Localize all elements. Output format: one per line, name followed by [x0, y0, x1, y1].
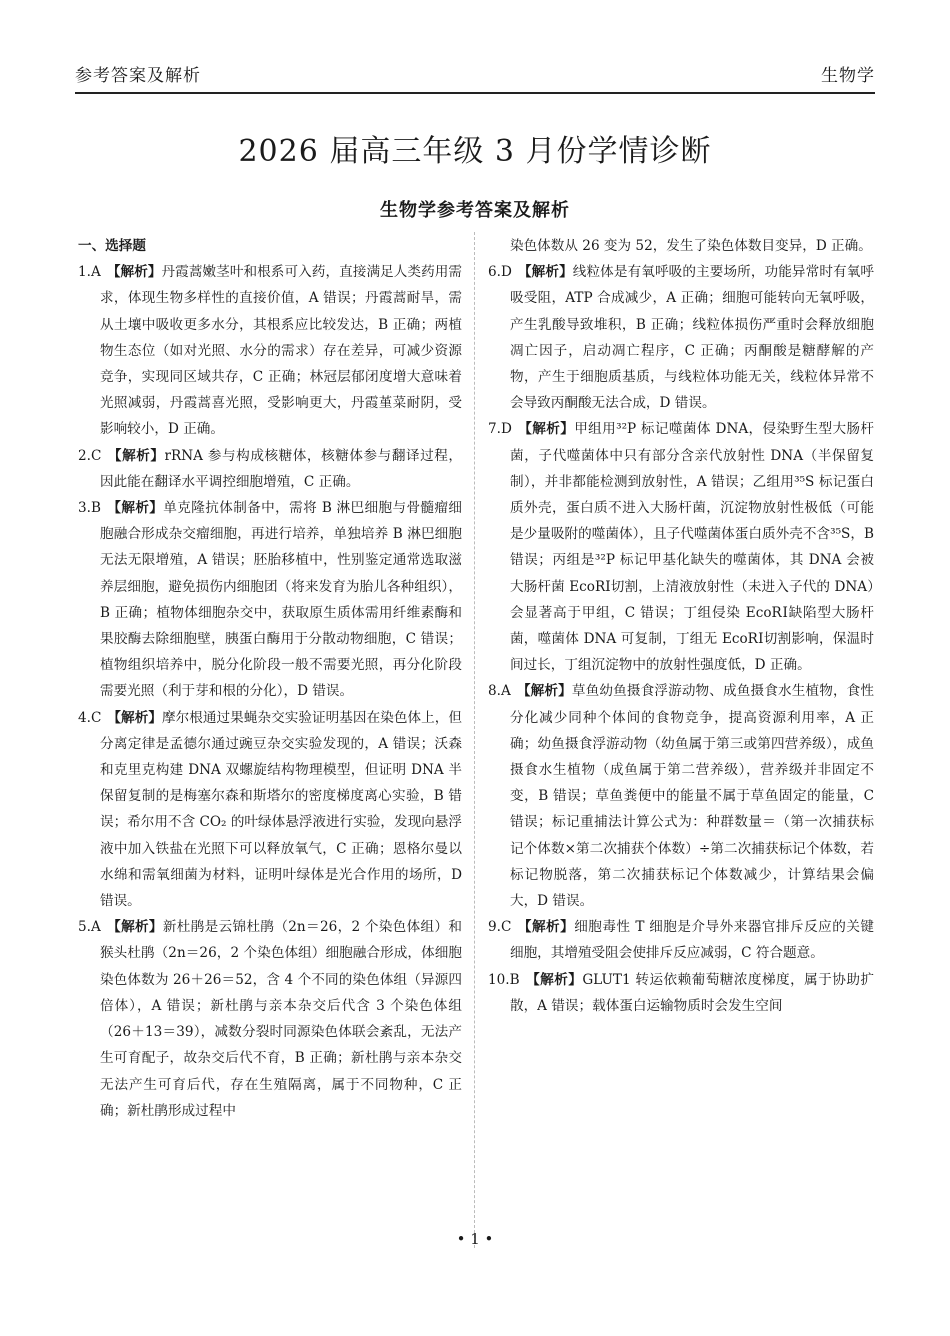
section-heading: 一、选择题 — [78, 238, 146, 254]
analysis-text: GLUT1 转运依赖葡萄糖浓度梯度，属于协助扩散，A 错误；载体蛋白运输物质时会发生空间 — [510, 971, 875, 1014]
answer-item — [488, 914, 874, 966]
analysis-tag: 【解析】 — [516, 683, 572, 700]
analysis-text: rRNA 参与构成核糖体，核糖体参与翻译过程，因此能在翻译水平调控细胞增殖，C 正确。 — [100, 447, 463, 490]
analysis-text: 细胞毒性 T 细胞是介导外来器官排斥反应的关键细胞，其增殖受阻会使排斥反应减弱，C 符合题意。 — [510, 919, 874, 962]
left-column — [78, 233, 462, 1124]
analysis-text: 线粒体是有氧呼吸的主要场所，功能异常时有氧呼吸受阻，ATP 合成减少，A 正确；细胞可能转向无氧呼吸，产生乳酸导致堆积，B 正确；线粒体损伤严重时会释放细胞凋亡因子，启动凋亡程序，C 正确；丙酮酸是糖酵解的产物，产生于细胞质基质，与线粒体功能无关，线粒体异常不会导致丙酮酸无法合成，D 错误。 — [510, 264, 875, 412]
answer-number: 2.C — [78, 447, 102, 464]
analysis-tag: 【解析】 — [517, 264, 573, 281]
answer-item — [78, 443, 463, 495]
analysis-tag: 【解析】 — [107, 709, 162, 726]
analysis-text: 丹霞蒿嫩茎叶和根系可入药，直接满足人类药用需求，体现生物多样性的直接价值，A 错误；丹霞蒿耐旱，需从土壤中吸收更多水分，其根系应比较发达，B 正确；两植物生态位（如对光照、水分的需求）存在差异，可减少资源竞争，实现同区域共存，C 正确；林冠层郁闭度增大意味着光照减弱，丹霞蒿喜光照，受影响更大，丹霞堇菜耐阴，受影响较小，D 正确。 — [100, 264, 463, 438]
analysis-tag: 【解析】 — [106, 500, 164, 517]
answer-number: 9.C — [488, 919, 512, 936]
answer-item — [78, 705, 463, 915]
analysis-tag: 【解析】 — [107, 447, 165, 464]
answer-item — [78, 259, 463, 442]
answer-number: 6.D — [488, 264, 512, 281]
answer-number: 10.B — [488, 971, 520, 988]
analysis-text: 草鱼幼鱼摄食浮游动物、成鱼摄食水生植物，食性分化减少同种个体间的食物竞争，提高资源利用率，A 正确；幼鱼摄食浮游动物（幼鱼属于第三或第四营养级），成鱼摄食水生植物（成鱼属于第二营养级），营养级并非固定不变，B 错误；草鱼粪便中的能量不属于草鱼固定的能量，C 错误；标记重捕法计算公式为：种群数量＝（第一次捕获标记个体数×第二次捕获个体数）÷第二次捕获标记个体数，若标记物脱落，第二次捕获标记个体数减少，计算结果会偏大，D 错误。 — [510, 683, 875, 910]
analysis-tag: 【解析】 — [517, 919, 575, 936]
column-divider — [474, 232, 475, 1248]
page-header — [75, 56, 875, 94]
answer-item — [488, 967, 875, 1019]
header-left: 参考答案及解析 — [75, 66, 201, 86]
analysis-text: 摩尔根通过果蝇杂交实验证明基因在染色体上，但分离定律是孟德尔通过豌豆杂交实验发现的，A 错误；沃森和克里克构建 DNA 双螺旋结构物理模型，但证明 DNA 半保留复制的是梅塞尔森和斯塔尔的密度梯度离心实验，B 错误；希尔用不含 CO₂ 的叶绿体悬浮液进行实验，发现向悬浮液中加入铁盐在光照下可以释放氧气，C 正确；恩格尔曼以水绵和需氧细菌为材料，证明叶绿体是光合作用的场所，D 错误。 — [100, 709, 463, 910]
analysis-tag: 【解析】 — [517, 421, 575, 438]
header-right: 生物学 — [821, 66, 875, 86]
right-column — [488, 233, 874, 1019]
analysis-text: 单克隆抗体制备中，需将 B 淋巴细胞与骨髓瘤细胞融合形成杂交瘤细胞，再进行培养，单独培养 B 淋巴细胞无法无限增殖，A 错误；胚胎移植中，性别鉴定通常选取滋养层细胞，避免损伤内细胞团（将来发育为胎儿各种组织），B 正确；植物体细胞杂交中，获取原生质体需用纤维素酶和果胶酶去除细胞壁，胰蛋白酶用于分散动物细胞，C 错误；植物组织培养中，脱分化阶段一般不需要光照，再分化阶段需要光照（利于芽和根的分化），D 错误。 — [100, 500, 462, 700]
continued-text: 染色体数从 26 变为 52，发生了染色体数目变异，D 正确。 — [510, 238, 872, 254]
analysis-tag: 【解析】 — [106, 919, 163, 936]
answer-number: 3.B — [78, 500, 101, 517]
analysis-text: 新杜鹃是云锦杜鹃（2n＝26，2 个染色体组）和猴头杜鹃（2n＝26，2 个染色体组）细胞融合形成，体细胞染色体数为 26＋26＝52，含 4 个不同的染色体组（异源四倍体），A 错误；新杜鹃与亲本杂交后代含 3 个染色体组（26＋13＝39），减数分裂时同源染色体联会紊乱，无法产生可育配子，故杂交后代不育，B 正确；新杜鹃与亲本杂交无法产生可育后代，存在生殖隔离，属于不同物种，C 正确；新杜鹃形成过程中 — [100, 919, 463, 1119]
page-number: • 1 • — [456, 1230, 494, 1248]
analysis-tag: 【解析】 — [106, 264, 162, 281]
answer-item — [78, 495, 462, 705]
answer-number: 5.A — [78, 919, 101, 936]
answer-item — [488, 416, 875, 678]
answer-item — [78, 914, 463, 1124]
page-subtitle: 生物学参考答案及解析 — [380, 200, 570, 221]
analysis-text: 甲组用³²P 标记噬菌体 DNA，侵染野生型大肠杆菌，子代噬菌体中只有部分含亲代放射性 DNA（半保留复制），并非都能检测到放射性，A 错误；乙组用³⁵S 标记蛋白质外壳，蛋白质不进入大肠杆菌，沉淀物放射性极低（可能是少量吸附的噬菌体），且子代噬菌体蛋白质外壳不含³⁵S，B 错误；丙组是³²P 标记甲基化缺失的噬菌体，其 DNA 会被大肠杆菌 EcoRⅠ切割，上清液放射性（未进入子代的 DNA）会显著高于甲组，C 错误；丁组侵染 EcoRⅠ缺陷型大肠杆菌，噬菌体 DNA 可复制，丁组无 EcoRⅠ切割影响，保温时间过长，丁组沉淀物中的放射性强度低，D 正确。 — [510, 421, 875, 674]
page-title: 2026 届高三年级 3 月份学情诊断 — [238, 134, 712, 169]
answer-item — [488, 678, 875, 914]
answer-item — [488, 259, 875, 416]
answer-number: 4.C — [78, 709, 102, 726]
answer-number: 1.A — [78, 264, 101, 281]
analysis-tag: 【解析】 — [525, 971, 583, 988]
answer-number: 7.D — [488, 421, 512, 438]
answer-number: 8.A — [488, 683, 511, 700]
